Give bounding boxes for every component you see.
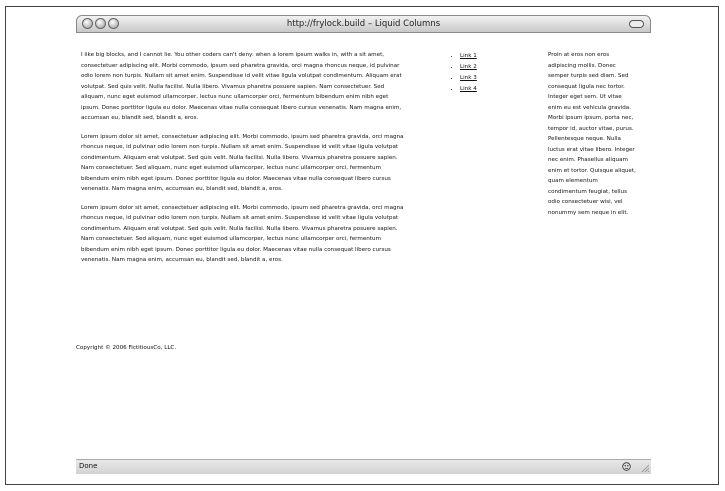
main-column [81,50,404,274]
nav-link-2[interactable]: Link 2 [460,64,477,70]
nav-link-4[interactable]: Link 4 [460,86,477,92]
sidebar-text: Proin at eros non eros adipiscing mollis. Donec semper turpis sed diam. Sed consequat ligula nec tortor. Integer eget sem. Ut vitae enim eu est vehicula gravida. Morbi ipsum ipsum, porta nec, tempor id, auctor vitae, purus. Pellentesque neque. Nulla luctus erat vitae libero. Integer nec enim. Phasellus aliquam enim et tortor. Quisque aliquet, quam elementum condimentum feugiat, tellus odio consectetuer wisi, vel nonummy sem neque in elit. [548,52,636,216]
nav-item [460,73,477,84]
main-paragraph-3: Lorem ipsum dolor sit amet, consectetuer adipiscing elit. Morbi commodo, ipsum sed pharetra gravida, orci magna rhoncus neque, id pulvinar odio lorem non turpis. Nullam sit amet enim. Suspendisse id velit vitae ligula volutpat condimentum. Aliquam erat volutpat. Sed quis velit. Nulla facilisi. Nulla libero. Vivamus pharetra posuere sapien. Nam consectetuer. Sed aliquam, nunc eget euismod ullamcorper, lectus nunc ullamcorper orci, fermentum bibendum enim nibh eget ipsum. Donec porttitor ligula eu dolor. Maecenas vitae nulla consequat libero cursus venenatis. Nam magna enim, accumsan eu, blandit sed, blandit a, eros. [81,204,404,263]
status-bar [76,459,651,474]
nav-links [450,51,477,95]
nav-item [460,62,477,73]
main-paragraph-2: Lorem ipsum dolor sit amet, consectetuer adipiscing elit. Morbi commodo, ipsum sed pharetra gravida, orci magna rhoncus neque, id pulvinar odio lorem non turpis. Nullam sit amet enim. Suspendisse id velit vitae ligula volutpat condimentum. Aliquam erat volutpat. Sed quis velit. Nulla facilisi. Nulla libero. Vivamus pharetra posuere sapien. Nam consectetuer. Sed aliquam, nunc eget euismod ullamcorper, lectus nunc ullamcorper orci, fermentum bibendum enim nibh eget ipsum. Donec porttitor ligula eu dolor. Maecenas vitae nulla consequat libero cursus venenatis. Nam magna enim, accumsan eu, blandit sed, blandit a, eros. [81,133,404,192]
nav-item [460,84,477,95]
security-icon[interactable] [622,462,631,471]
title-bar[interactable] [76,15,651,33]
browser-window [76,15,651,473]
nav-link-3[interactable]: Link 3 [460,75,477,81]
nav-link-1[interactable]: Link 1 [460,53,477,59]
resize-grip-icon[interactable] [640,463,649,472]
window-title: http://frylock.build – Liquid Columns [286,19,441,29]
status-text: Done [79,462,98,470]
nav-item [460,51,477,62]
toolbar-toggle-icon[interactable] [629,20,644,28]
copyright: Copyright © 2006 FictitiousCo, LLC. [76,345,177,351]
page-content [76,33,651,459]
main-paragraph-1: I like big blocks, and I cannot lie. You other coders can't deny: when a lorem ipsum walks in, with a sit amet, consectetuer adipiscing elit. Morbi commodo, ipsum sed pharetra gravida, orci magna rhoncus neque, id pulvinar odio lorem non turpis. Nullam sit amet enim. Suspendisse id velit vitae ligula volutpat condimentum. Aliquam erat volutpat. Sed quis velit. Nulla facilisi. Nulla libero. Vivamus pharetra posuere sapien. Nam consectetuer. Sed aliquam, nunc eget euismod ullamcorper, lectus nunc ullamcorper orci, fermentum bibendum enim nibh eget ipsum. Donec porttitor ligula eu dolor. Maecenas vitae nulla consequat libero cursus venenatis. Nam magna enim, accumsan eu, blandit sed, blandit a, eros. [81,52,402,121]
